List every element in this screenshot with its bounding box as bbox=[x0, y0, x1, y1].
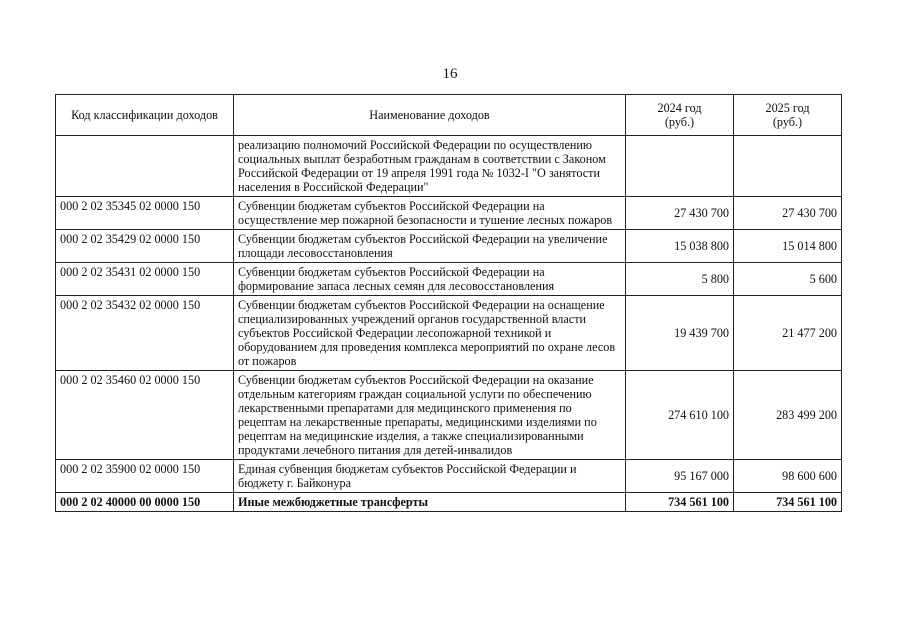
row-name: Субвенции бюджетам субъектов Российской Федерации на оснащение специализированных учреждений органов государственной власти субъектов Российской Федерации лесопожарной техникой и оборудованием для проведения комплекса мероприятий по охране лесов от пожаров bbox=[234, 296, 626, 371]
table-row bbox=[56, 230, 842, 263]
row-2024: 19 439 700 bbox=[626, 296, 734, 371]
row-2024: 27 430 700 bbox=[626, 197, 734, 230]
table-header-row bbox=[56, 95, 842, 136]
row-2025 bbox=[734, 136, 842, 197]
row-2025: 283 499 200 bbox=[734, 371, 842, 460]
header-name: Наименование доходов bbox=[234, 95, 626, 136]
row-2025: 27 430 700 bbox=[734, 197, 842, 230]
total-row bbox=[56, 493, 842, 512]
page-number: 16 bbox=[442, 66, 458, 82]
header-code: Код классификации доходов bbox=[56, 95, 234, 136]
row-2024: 95 167 000 bbox=[626, 460, 734, 493]
row-code: 000 2 02 35429 02 0000 150 bbox=[56, 230, 234, 263]
row-2025: 15 014 800 bbox=[734, 230, 842, 263]
table-row bbox=[56, 460, 842, 493]
row-name: Субвенции бюджетам субъектов Российской Федерации на оказание отдельным категориям граждан социальной услуги по обеспечению лекарственными препаратами для медицинского применения по рецептам на лекарственные препараты, медицинскими изделиями по рецептам на медицинские изделия, а также специализированными продуктами лечебного питания для детей-инвалидов bbox=[234, 371, 626, 460]
header-2024-unit: (руб.) bbox=[664, 115, 695, 129]
row-2024: 15 038 800 bbox=[626, 230, 734, 263]
table-row bbox=[56, 136, 842, 197]
header-2024 bbox=[626, 95, 734, 136]
row-2025: 21 477 200 bbox=[734, 296, 842, 371]
row-name: Субвенции бюджетам субъектов Российской Федерации на формирование запаса лесных семян для лесовосстановления bbox=[234, 263, 626, 296]
table-row bbox=[56, 371, 842, 460]
header-2025-unit: (руб.) bbox=[772, 115, 803, 129]
total-2024: 734 561 100 bbox=[626, 493, 734, 512]
total-code: 000 2 02 40000 00 0000 150 bbox=[56, 493, 234, 512]
row-name: Единая субвенция бюджетам субъектов Российской Федерации и бюджету г. Байконура bbox=[234, 460, 626, 493]
income-table bbox=[55, 94, 842, 512]
row-code: 000 2 02 35432 02 0000 150 bbox=[56, 296, 234, 371]
row-2024 bbox=[626, 136, 734, 197]
row-2024: 274 610 100 bbox=[626, 371, 734, 460]
row-name: Субвенции бюджетам субъектов Российской Федерации на увеличение площади лесовосстановления bbox=[234, 230, 626, 263]
row-2025: 5 600 bbox=[734, 263, 842, 296]
row-code: 000 2 02 35345 02 0000 150 bbox=[56, 197, 234, 230]
row-code: 000 2 02 35460 02 0000 150 bbox=[56, 371, 234, 460]
row-code: 000 2 02 35900 02 0000 150 bbox=[56, 460, 234, 493]
table-row bbox=[56, 296, 842, 371]
row-code bbox=[56, 136, 234, 197]
table-row bbox=[56, 263, 842, 296]
row-2024: 5 800 bbox=[626, 263, 734, 296]
total-name: Иные межбюджетные трансферты bbox=[234, 493, 626, 512]
header-2025-year: 2025 год bbox=[765, 101, 810, 115]
table-row bbox=[56, 197, 842, 230]
row-2025: 98 600 600 bbox=[734, 460, 842, 493]
row-code: 000 2 02 35431 02 0000 150 bbox=[56, 263, 234, 296]
row-name: реализацию полномочий Российской Федерации по осуществлению социальных выплат безработным гражданам в соответствии с Законом Российской Федерации от 19 апреля 1991 года № 1032-I "О занятости населения в Российской Федерации" bbox=[234, 136, 626, 197]
row-name: Субвенции бюджетам субъектов Российской Федерации на осуществление мер пожарной безопасности и тушение лесных пожаров bbox=[234, 197, 626, 230]
header-2024-year: 2024 год bbox=[657, 101, 702, 115]
header-2025 bbox=[734, 95, 842, 136]
total-2025: 734 561 100 bbox=[734, 493, 842, 512]
